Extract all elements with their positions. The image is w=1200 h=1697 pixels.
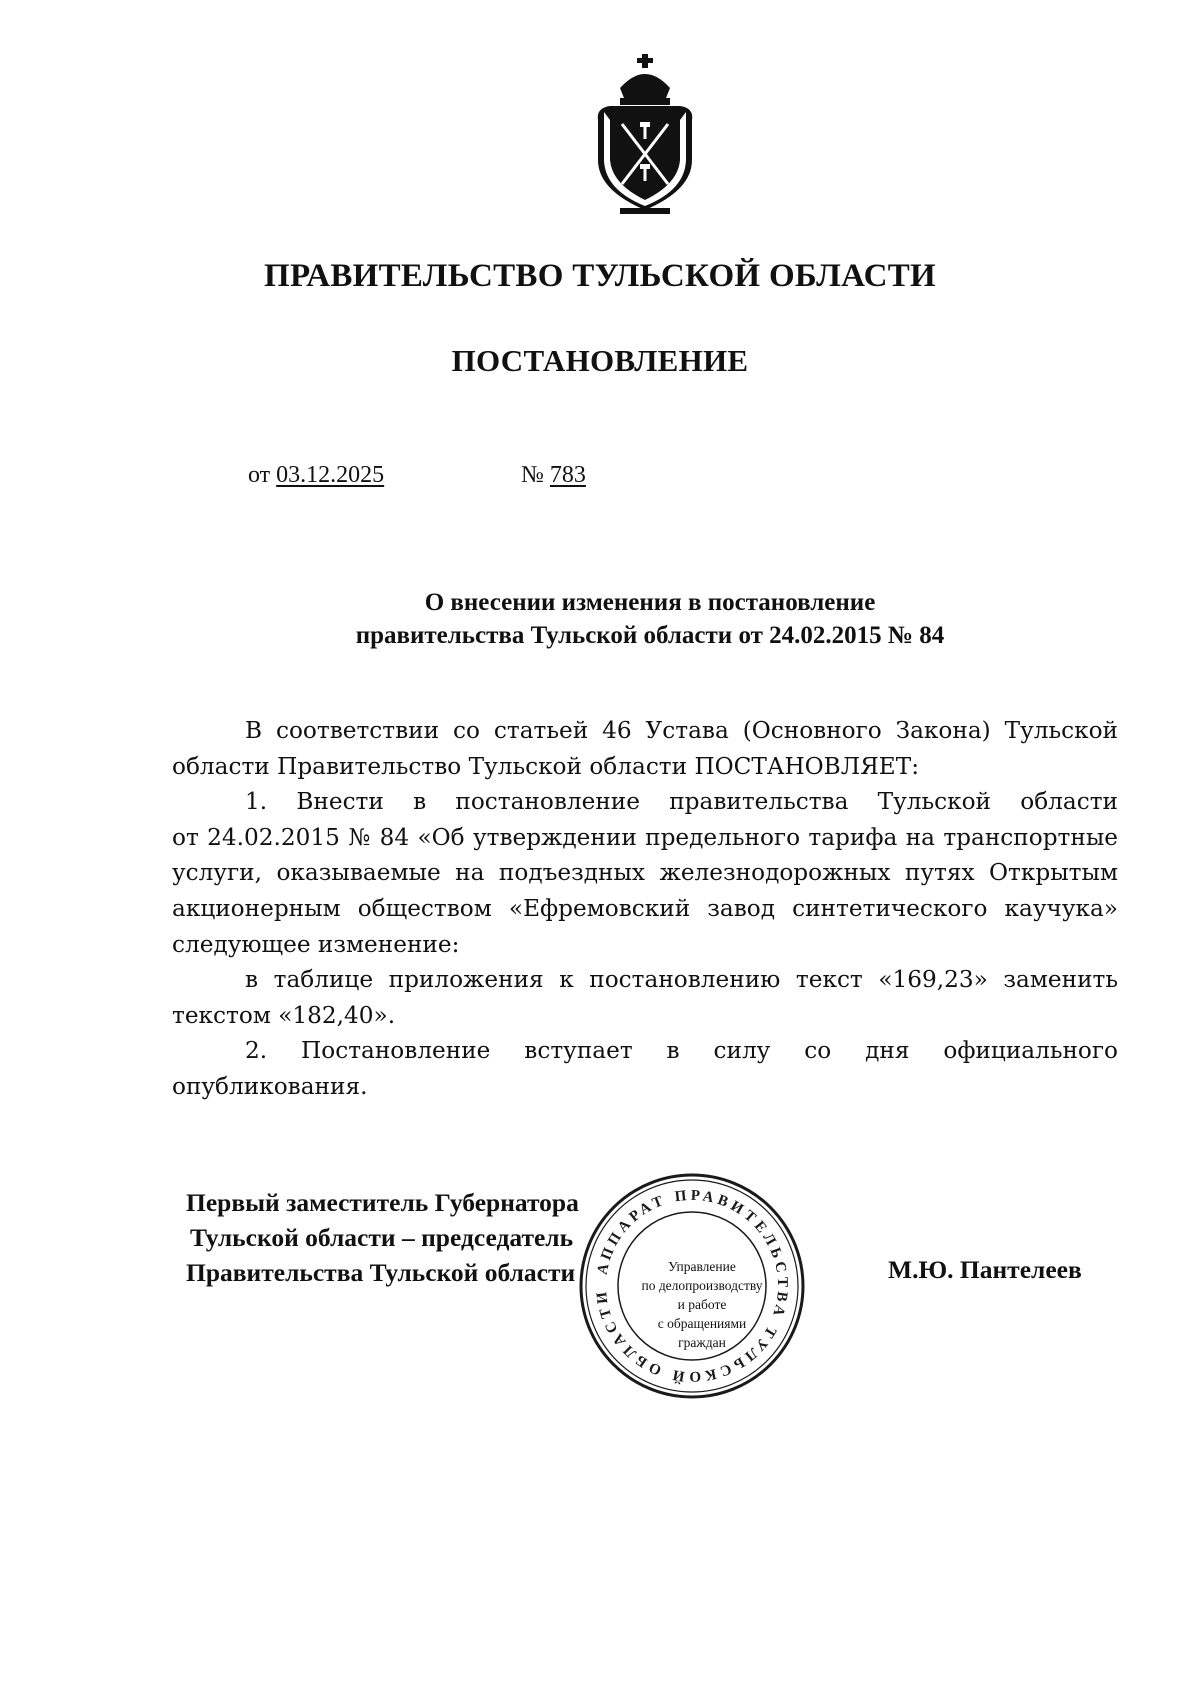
paragraph-preamble: В соответствии со статьей 46 Устава (Основного Закона) Тульской области Правительство Тульской области ПОСТАНОВЛЯЕТ: [172, 717, 1118, 780]
coat-of-arms-icon [590, 50, 700, 220]
subject-line-1: О внесении изменения в постановление [424, 589, 876, 616]
document-body [172, 713, 1118, 1105]
paragraph-item-2: 2. Постановление вступает в силу со дня официального опубликования. [172, 1037, 1118, 1100]
stamp-line-5: граждан [678, 1335, 726, 1350]
stamp-inner-text [632, 1257, 772, 1352]
signatory-name: М.Ю. Пантелеев [888, 1255, 1082, 1284]
organization-title: ПРАВИТЕЛЬСТВО ТУЛЬСКОЙ ОБЛАСТИ [264, 258, 936, 294]
number-value: 783 [549, 462, 586, 488]
paragraph-change: в таблице приложения к постановлению текст «169,23» заменить текстом «182,40». [172, 966, 1118, 1029]
paragraph-item-1-first-line: 1. Внести в постановление правительства Тульской области [245, 788, 1118, 816]
paragraph-item-1-rest: от 24.02.2015 № 84 «Об утверждении предельного тарифа на транспортные услуги, оказываемые на подъездных железнодорожных путях Открытым акционерным обществом «Ефремовский завод синтетического каучука» следующее изменение: [172, 823, 1118, 958]
stamp-ring-text: АППАРАТ ПРАВИТЕЛЬСТВА ТУЛЬСКОЙ ОБЛАСТИ [593, 1187, 791, 1385]
position-line-1: Первый заместитель Губернатора [186, 1188, 579, 1217]
document-date [248, 462, 384, 489]
position-line-2: Тульской области – председатель [190, 1223, 574, 1252]
number-prefix: № [521, 462, 544, 488]
stamp-line-1: Управление [668, 1259, 736, 1274]
date-prefix: от [248, 462, 271, 488]
stamp-line-3: и работе [677, 1297, 727, 1312]
stamp-line-2: по делопроизводству [641, 1278, 763, 1293]
document-type-title: ПОСТАНОВЛЕНИЕ [451, 343, 749, 378]
signatory-position [186, 1185, 579, 1290]
document-number [521, 462, 586, 489]
document-subject [200, 586, 1100, 652]
position-line-3: Правительства Тульской области [186, 1258, 576, 1287]
stamp-line-4: с обращениями [657, 1316, 747, 1331]
subject-line-2: правительства Тульской области от 24.02.2015 № 84 [355, 622, 945, 649]
date-value: 03.12.2025 [276, 462, 385, 488]
